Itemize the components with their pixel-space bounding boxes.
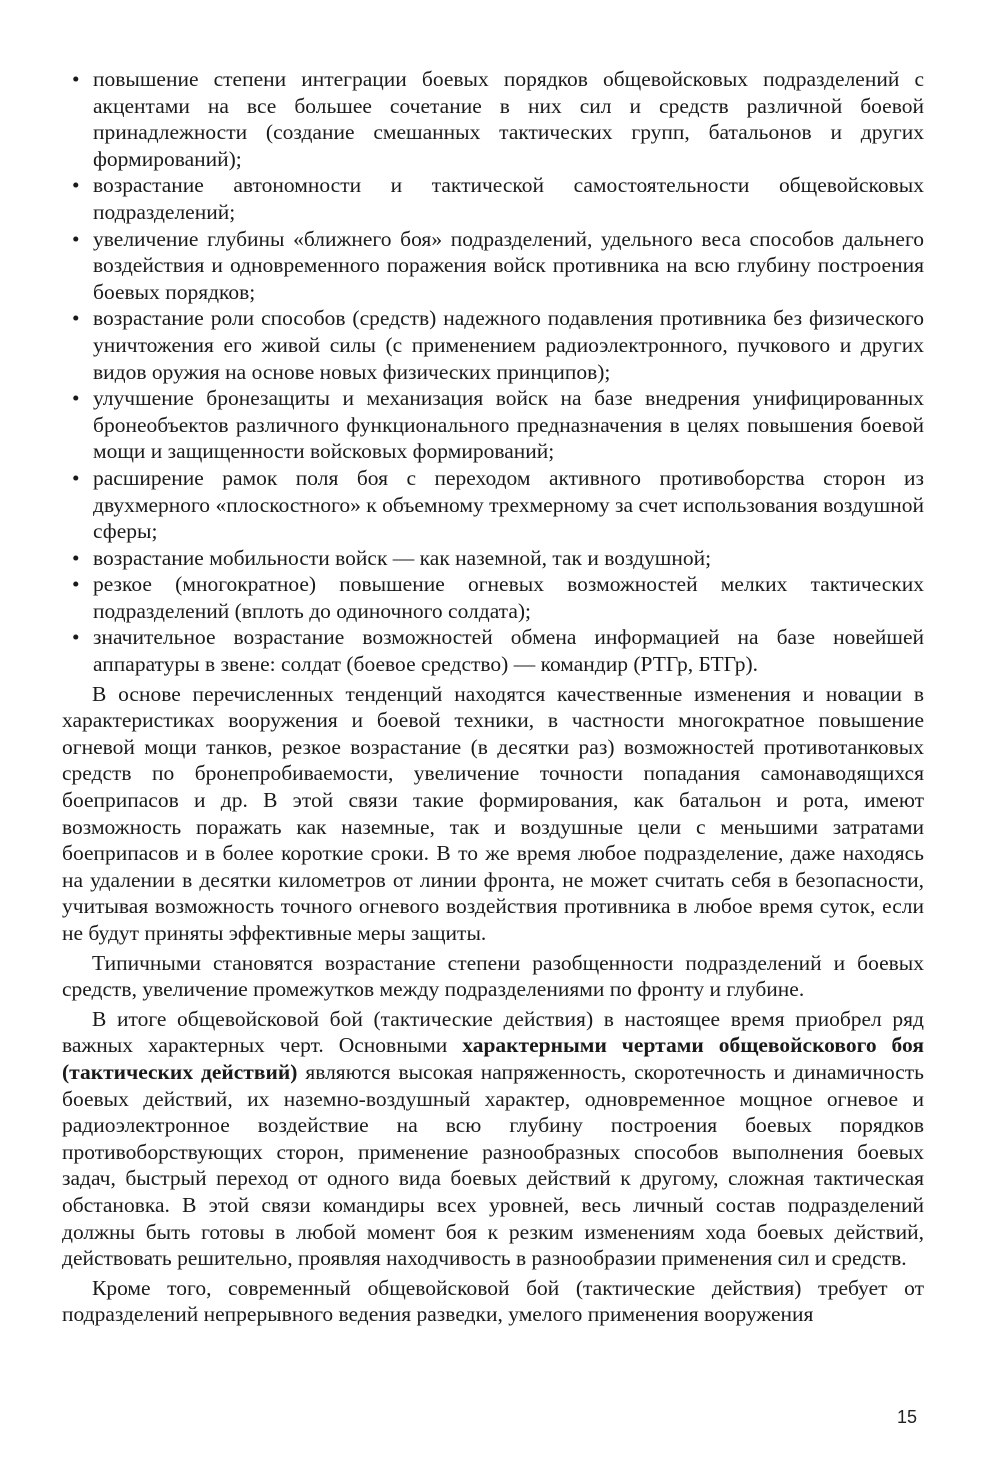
- list-item: • улучшение бронезащиты и механизация войск на базе внедрения унифицированных бронеобъектов различного функционального предназначения в целях повышения боевой мощи и защищенности войсковых формирований;: [62, 385, 924, 465]
- page-number: 15: [897, 1407, 918, 1427]
- paragraph-dispersion: Типичными становятся возрастание степени разобщенности подразделений и боевых средств, увеличение промежутков между подразделениями по фронту и глубине.: [62, 950, 924, 1002]
- paragraph-innovations: В основе перечисленных тенденций находятся качественные изменения и новации в характеристиках вооружения и боевой техники, в частности многократное повышение огневой мощи танков, резкое возрастание (в десятки раз) возможностей противотанковых средств по бронепробиваемости, увеличение точности попадания самонаводящихся боеприпасов и др. В этой связи такие формирования, как батальон и рота, имеют возможность поражать как наземные, так и воздушные цели с меньшими затратами боеприпасов и в более короткие сроки. В то же время любое подразделение, даже находясь на удалении в десятки километров от линии фронта, не может считать себя в безопасности, учитывая возможность точного огневого воздействия противника в любое время суток, если не будут приняты эффективные меры защиты.: [62, 681, 924, 945]
- list-item: • возрастание роли способов (средств) надежного подавления противника без физического уничтожения его живой силы (с применением радиоэлектронного, пучкового и других видов оружия на основе новых физических принципов);: [62, 305, 924, 385]
- list-item: • возрастание автономности и тактической самостоятельности общевойсковых подразделений;: [62, 172, 924, 225]
- list-item: • значительное возрастание возможностей обмена информацией на базе новейшей аппаратуры в звене: солдат (боевое средство) — командир (РТГр, БТГр).: [62, 624, 924, 677]
- list-item: • увеличение глубины «ближнего боя» подразделений, удельного веса способов дальнего воздействия и одновременного поражения войск противника на всю глубину построения боевых порядков;: [62, 226, 924, 306]
- list-item: • расширение рамок поля боя с переходом активного противоборства сторон из двухмерного «плоскостного» к объемному трехмерному за счет использования воздушной сферы;: [62, 465, 924, 545]
- list-item: • повышение степени интеграции боевых порядков общевойсковых подразделений с акцентами на все большее сочетание в них сил и средств различной боевой принадлежности (создание смешанных тактических групп, батальонов и других формирований);: [62, 66, 924, 172]
- tendency-list: [62, 66, 924, 678]
- page-body: [62, 66, 924, 1328]
- bold-term: характерными чертами общевойскового боя (тактических действий): [62, 1033, 924, 1084]
- list-item: • резкое (многократное) повышение огневых возможностей мелких тактических подразделений (вплоть до одиночного солдата);: [62, 571, 924, 624]
- paragraph-text: являются высокая напряженность, скоротечность и динамичность боевых действий, их наземно-воздушный характер, одновременное мощное огневое и радиоэлектронное воздействие на всю глубину построения боевых порядков противоборствующих сторон, применение разнообразных способов выполнения боевых задач, быстрый переход от одного вида боевых действий к другому, сложная тактическая обстановка. В этой связи командиры всех уровней, весь личный состав подразделений должны быть готовы в любой момент боя к резким изменениям хода боевых действий, действовать решительно, проявляя находчивость в разнообразии применения сил и средств.: [62, 1059, 924, 1271]
- list-item: • возрастание мобильности войск — как наземной, так и воздушной;: [62, 545, 924, 572]
- paragraph-requirements: Кроме того, современный общевойсковой бой (тактические действия) требует от подразделений непрерывного ведения разведки, умелого применения вооружения: [62, 1275, 924, 1327]
- paragraph-text: В итоге общевойсковой бой (тактические действия) в настоящее время приобрел ряд важных характерных черт. Основными: [62, 1006, 924, 1058]
- paragraph-characteristics: [62, 1006, 924, 1272]
